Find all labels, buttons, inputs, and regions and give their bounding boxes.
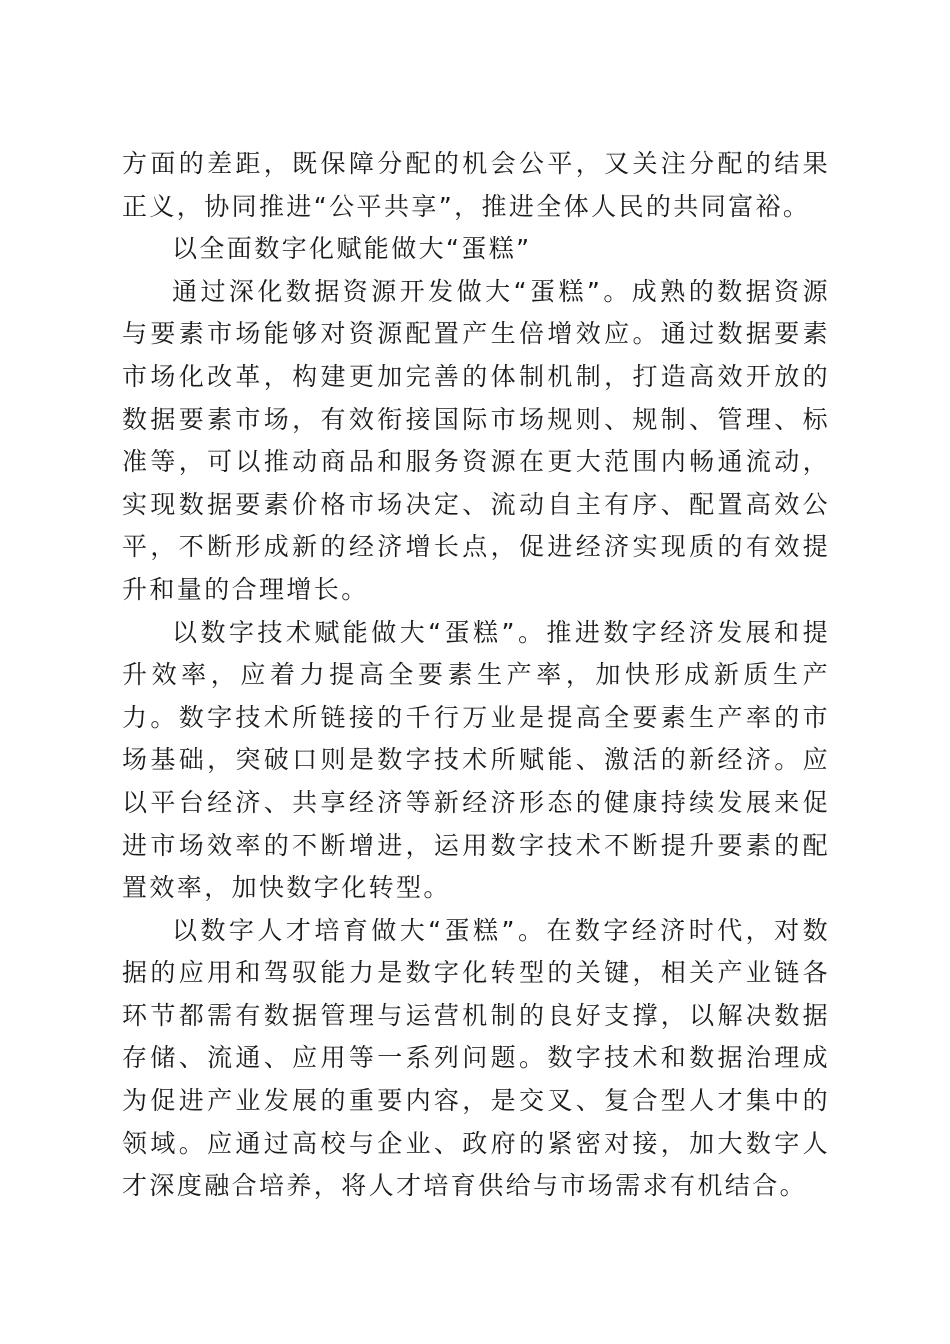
paragraph-data-resources: 通过深化数据资源开发做大“蛋糕”。成熟的数据资源与要素市场能够对资源配置产生倍增效应。通过数据要素市场化改革，构建更加完善的体制机制，打造高效开放的数据要素市场，有效衔接国际市场规则、规制、管理、标准等，可以推动商品和服务资源在更大范围内畅通流动，实现数据要素价格市场决定、流动自主有序、配置高效公平，不断形成新的经济增长点，促进经济实现质的有效提升和量的合理增长。 (122, 276, 830, 604)
paragraph-continuation: 方面的差距，既保障分配的机会公平，又关注分配的结果正义，协同推进“公平共享”，推进全体人民的共同富裕。 (122, 149, 830, 221)
section-heading: 以全面数字化赋能做大“蛋糕” (172, 234, 532, 264)
paragraph-digital-talent: 以数字人才培育做大“蛋糕”。在数字经济时代，对数据的应用和驾驭能力是数字化转型的关键，相关产业链各环节都需有数据管理与运营机制的良好支撑，以解决数据存储、流通、应用等一系列问题。数字技术和数据治理成为促进产业发展的重要内容，是交叉、复合型人才集中的领域。应通过高校与企业、政府的紧密对接，加大数字人才深度融合培养，将人才培育供给与市场需求有机结合。 (122, 915, 830, 1201)
document-body (122, 143, 830, 1208)
paragraph-digital-technology: 以数字技术赋能做大“蛋糕”。推进数字经济发展和提升效率，应着力提高全要素生产率，加快形成新质生产力。数字技术所链接的千行万业是提高全要素生产率的市场基础，突破口则是数字技术所赋能、激活的新经济。应以平台经济、共享经济等新经济形态的健康持续发展来促进市场效率的不断增进，运用数字技术不断提升要素的配置效率，加快数字化转型。 (122, 617, 830, 903)
